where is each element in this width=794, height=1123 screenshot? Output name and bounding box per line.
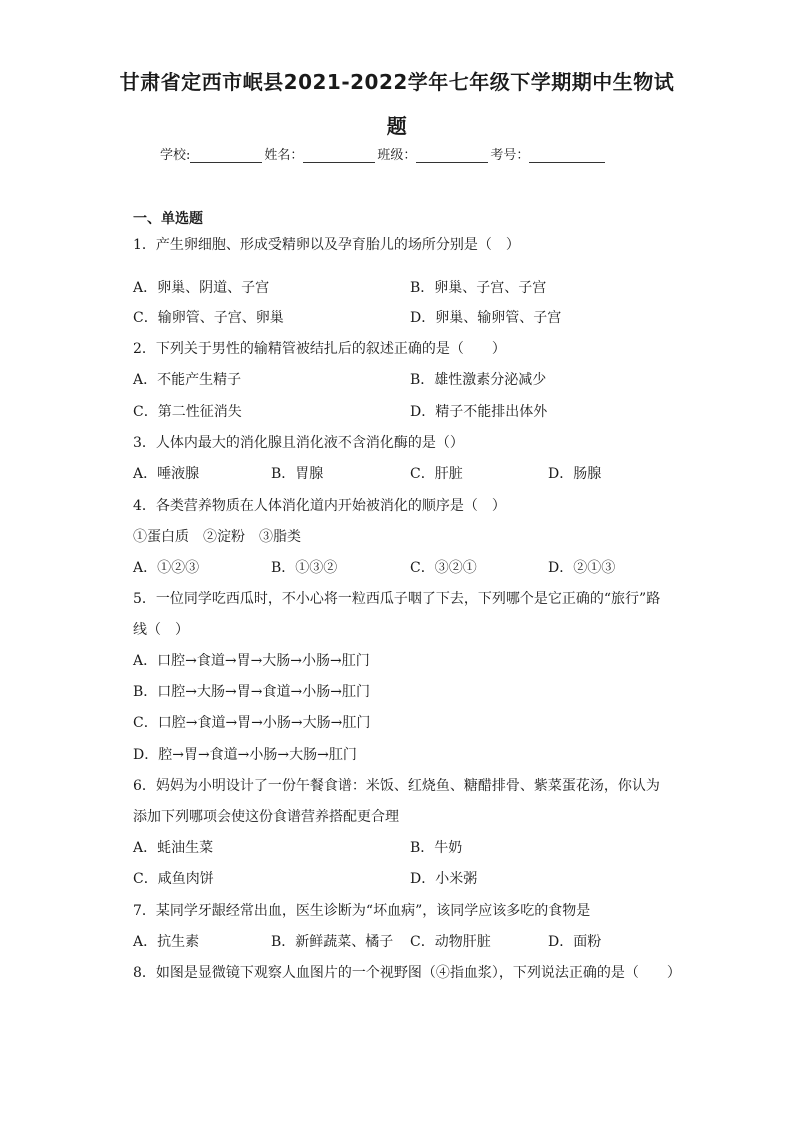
question-4-option-c[interactable]: C．③②① — [410, 560, 477, 576]
question-6-option-b[interactable]: B．牛奶 — [410, 840, 463, 856]
question-4-option-d[interactable]: D．②①③ — [548, 560, 616, 576]
question-7-option-d[interactable]: D．面粉 — [548, 934, 602, 950]
question-3-option-c[interactable]: C．肝脏 — [410, 466, 463, 482]
number-label: 考号： — [490, 148, 530, 163]
question-7-option-c[interactable]: C．动物肝脏 — [410, 934, 491, 950]
section-heading: 一、单选题 — [133, 211, 203, 227]
name-blank[interactable] — [303, 148, 375, 163]
question-2-option-d[interactable]: D．精子不能排出体外 — [410, 404, 548, 420]
question-5-option-d[interactable]: D．腔→胃→食道→小肠→大肠→肛门 — [133, 747, 357, 763]
question-3-option-b[interactable]: B．胃腺 — [271, 466, 324, 482]
student-info-row — [160, 144, 640, 163]
question-3-option-a[interactable]: A．唾液腺 — [133, 466, 200, 482]
question-5-stem-cont: 线（ ） — [133, 622, 189, 638]
question-6-option-a[interactable]: A．蚝油生菜 — [133, 840, 214, 856]
question-1-option-a[interactable]: A．卵巢、阴道、子宫 — [133, 280, 270, 296]
exam-title-line-1: 甘肃省定西市岷县2021-2022学年七年级下学期期中生物试 — [119, 70, 675, 94]
question-3-stem: 3．人体内最大的消化腺且消化液不含消化酶的是（） — [133, 435, 464, 451]
question-1-option-c[interactable]: C．输卵管、子宫、卵巢 — [133, 310, 284, 326]
number-blank[interactable] — [529, 148, 605, 163]
name-label: 姓名： — [264, 148, 304, 163]
question-1-stem: 1．产生卵细胞、形成受精卵以及孕育胎儿的场所分别是（ ） — [133, 237, 520, 253]
question-5-stem: 5．一位同学吃西瓜时，不小心将一粒西瓜子咽了下去，下列哪个是它正确的“旅行”路 — [133, 591, 661, 607]
question-4-option-b[interactable]: B．①③② — [271, 560, 338, 576]
question-7-stem: 7．某同学牙龈经常出血，医生诊断为“坏血病”，该同学应该多吃的食物是 — [133, 903, 591, 919]
question-1-option-d[interactable]: D．卵巢、输卵管、子宫 — [410, 310, 562, 326]
school-label: 学校: — [160, 148, 191, 163]
question-6-stem: 6．妈妈为小明设计了一份午餐食谱：米饭、红烧鱼、糖醋排骨、紫菜蛋花汤，你认为 — [133, 778, 660, 794]
question-5-option-c[interactable]: C．口腔→食道→胃→小肠→大肠→肛门 — [133, 715, 371, 731]
question-6-option-c[interactable]: C．咸鱼肉饼 — [133, 871, 214, 887]
question-6-stem-cont: 添加下列哪项会使这份食谱营养搭配更合理 — [133, 809, 399, 825]
question-2-stem: 2．下列关于男性的输精管被结扎后的叙述正确的是（ ） — [133, 341, 506, 357]
question-2-option-b[interactable]: B．雄性激素分泌减少 — [410, 372, 547, 388]
question-5-option-b[interactable]: B．口腔→大肠→胃→食道→小肠→肛门 — [133, 684, 370, 700]
question-2-option-c[interactable]: C．第二性征消失 — [133, 404, 242, 420]
question-7-option-b[interactable]: B．新鲜蔬菜、橘子 — [271, 934, 394, 950]
question-8-stem: 8．如图是显微镜下观察人血图片的一个视野图（④指血浆），下列说法正确的是（ ） — [133, 965, 681, 981]
question-7-option-a[interactable]: A．抗生素 — [133, 934, 200, 950]
question-4-stem: 4．各类营养物质在人体消化道内开始被消化的顺序是（ ） — [133, 498, 506, 514]
class-blank[interactable] — [416, 148, 488, 163]
question-1-option-b[interactable]: B．卵巢、子宫、子宫 — [410, 280, 547, 296]
class-label: 班级： — [377, 148, 417, 163]
question-4-items: ①蛋白质 ②淀粉 ③脂类 — [133, 529, 301, 545]
question-4-option-a[interactable]: A．①②③ — [133, 560, 200, 576]
school-blank[interactable] — [190, 148, 262, 163]
exam-title-line-2: 题 — [386, 114, 408, 138]
question-2-option-a[interactable]: A．不能产生精子 — [133, 372, 242, 388]
question-3-option-d[interactable]: D．肠腺 — [548, 466, 602, 482]
question-5-option-a[interactable]: A．口腔→食道→胃→大肠→小肠→肛门 — [133, 653, 370, 669]
question-6-option-d[interactable]: D．小米粥 — [410, 871, 478, 887]
